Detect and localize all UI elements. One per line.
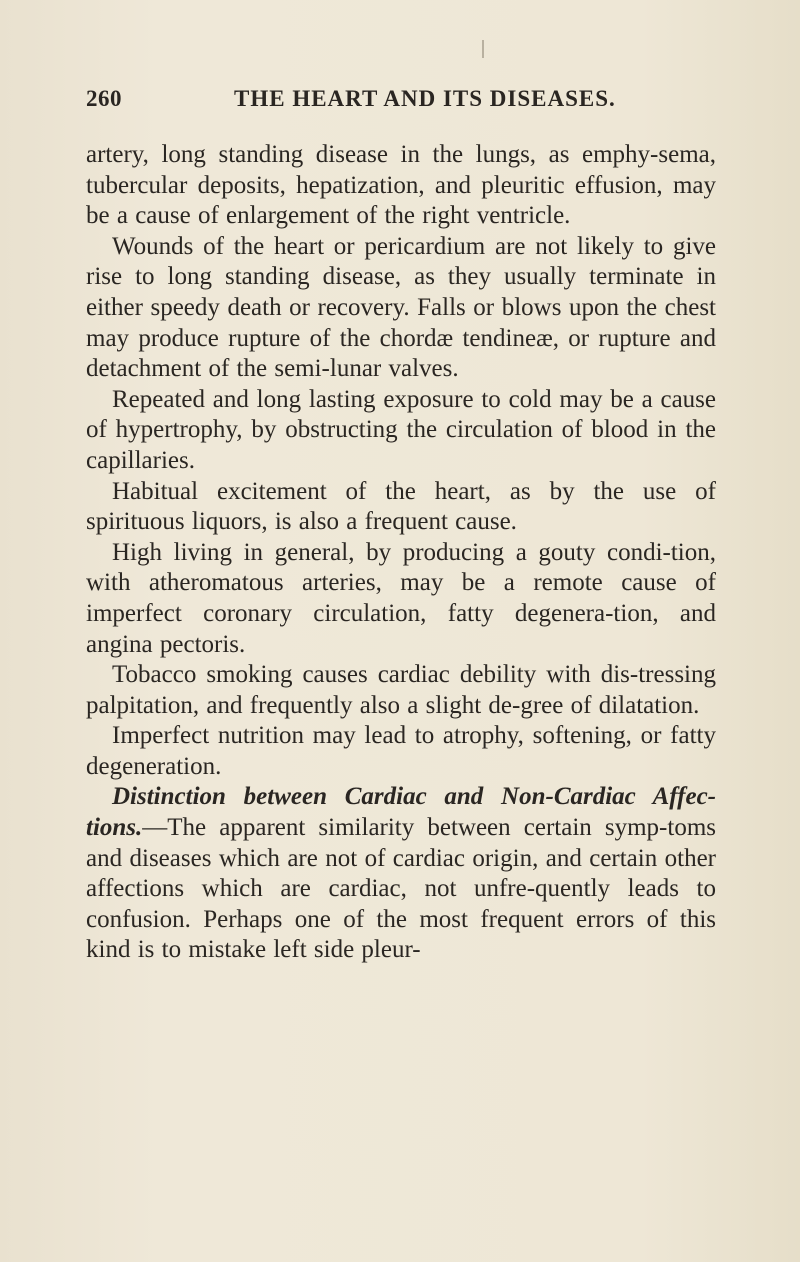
paragraph-text: —The apparent similarity between certain symp-toms and diseases which are not of cardiac origin, and certain other affections which are cardiac, not unfre-quently leads to confusion. Perhaps one of the most frequent errors of this kind is to mistake left side pleur- xyxy=(86,814,716,964)
paragraph: Repeated and long lasting exposure to cold may be a cause of hypertrophy, by obstructing the circulation of blood in the capillaries. xyxy=(86,385,716,474)
running-head xyxy=(86,86,716,118)
paragraph: artery, long standing disease in the lungs, as emphy-sema, tubercular deposits, hepatization, and pleuritic effusion, may be a cause of enlargement of the right ventricle. xyxy=(86,141,716,230)
paragraph: Habitual excitement of the heart, as by the use of spirituous liquors, is also a frequent cause. xyxy=(86,477,716,536)
paragraph: High living in general, by producing a gouty condi-tion, with atheromatous arteries, may be a remote cause of imperfect coronary circulation, fatty degenera-tion, and angina pectoris. xyxy=(86,538,716,658)
paragraph: Wounds of the heart or pericardium are not likely to give rise to long standing disease, as they usually terminate in either speedy death or recovery. Falls or blows upon the chest may produce rupture of the chordæ tendineæ, or rupture and detachment of the semi-lunar valves. xyxy=(86,232,716,383)
body-text xyxy=(86,140,716,966)
paragraph: Imperfect nutrition may lead to atrophy, softening, or fatty degeneration. xyxy=(86,722,716,780)
running-title: THE HEART AND ITS DISEASES. xyxy=(234,86,616,111)
paragraph: Tobacco smoking causes cardiac debility with dis-tressing palpitation, and frequently also a slight de-gree of dilatation. xyxy=(86,661,716,719)
paragraph-with-heading xyxy=(86,782,716,966)
section-heading: Distinction between Cardiac and Non-Cardiac Affec-tions. xyxy=(86,783,716,842)
print-fleck xyxy=(482,40,484,58)
page-number: 260 xyxy=(86,86,122,111)
